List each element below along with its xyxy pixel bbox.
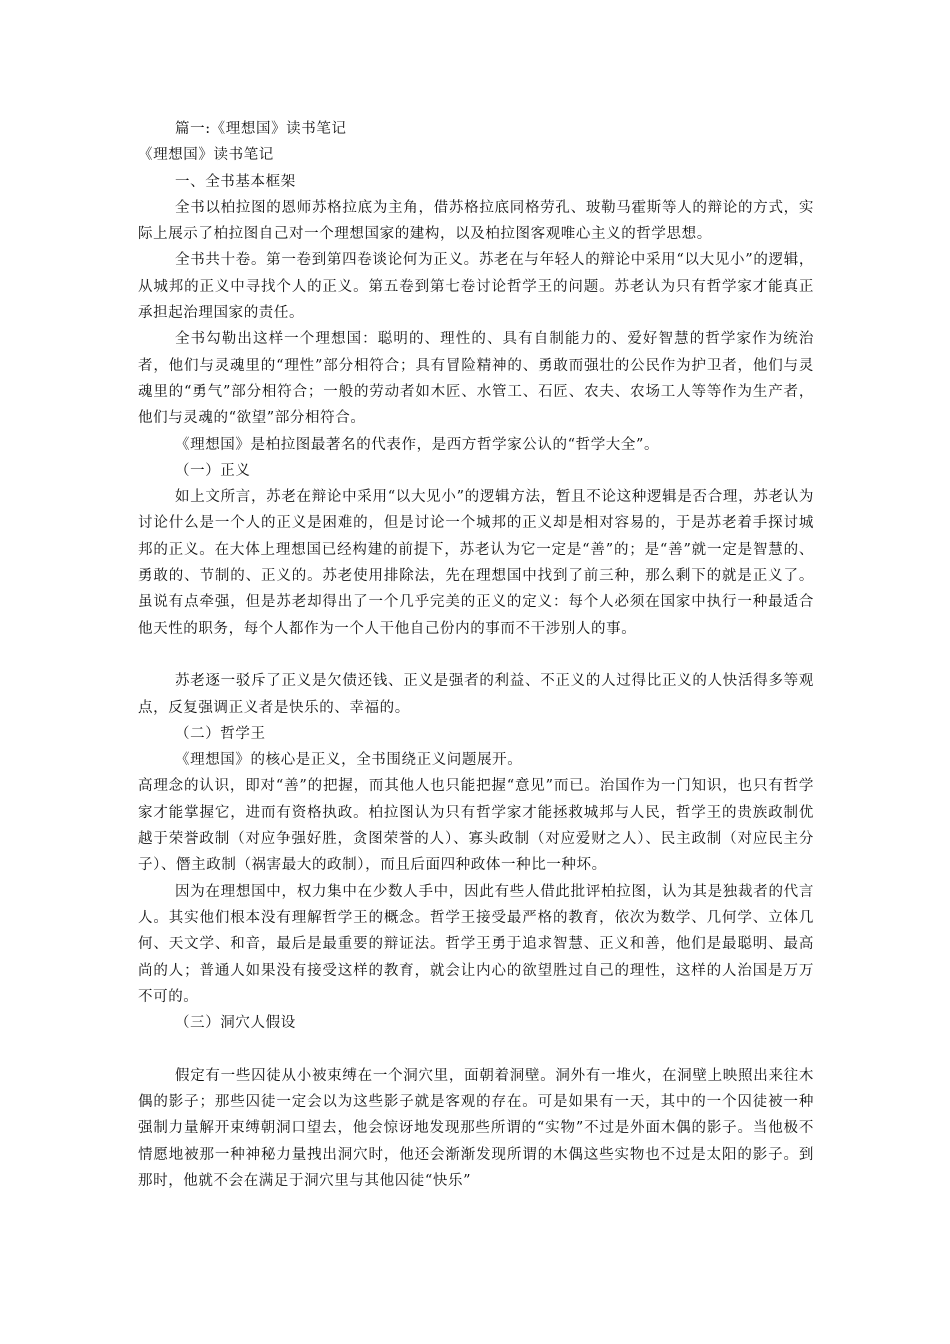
paragraph-9: 因为在理想国中，权力集中在少数人手中，因此有些人借此批评柏拉图，认为其是独裁者的代言人。其实他们根本没有理解哲学王的概念。哲学王接受最严格的教育，依次为数学、几何学、立体几何、天文学、和音，最后是最重要的辩证法。哲学王勇于追求智慧、正义和善，他们是最聪明、最高尚的人；普通人如果没有接受这样的教育，就会让内心的欲望胜过自己的理性，这样的人治国是万万不可的。 xyxy=(138,883,814,1005)
paragraph-10: 假定有一些囚徒从小被束缚在一个洞穴里，面朝着洞壁。洞外有一堆火，在洞壁上映照出来往木偶的影子；那些囚徒一定会以为这些影子就是客观的存在。可是如果有一天，其中的一个囚徒被一种强制力量解开束缚朝洞口望去，他会惊讶地发现那些所谓的“实物”不过是外面木偶的影子。当他极不情愿地被那一种神秘力量拽出洞穴时，他还会渐渐发现所谓的木偶这些实物也不过是太阳的影子。到那时，他就不会在满足于洞穴里与其他囚徒“快乐” xyxy=(138,1067,814,1189)
blank-line xyxy=(138,642,814,668)
paragraph-2: 全书共十卷。第一卷到第四卷谈论何为正义。苏老在与年轻人的辩论中采用“以大见小”的逻辑，从城邦的正义中寻找个人的正义。第五卷到第七卷讨论哲学王的问题。苏老认为只有哲学家才能真正承担起治理国家的责任。 xyxy=(138,252,814,322)
document-page xyxy=(138,116,814,1194)
header-title: 篇一:《理想国》读书笔记 xyxy=(175,121,347,137)
paragraph-6: 苏老逐一驳斥了正义是欠债还钱、正义是强者的利益、不正义的人过得比正义的人快活得多等观点，反复强调正义者是快乐的、幸福的。 xyxy=(138,673,814,716)
section-heading-framework: 一、全书基本框架 xyxy=(175,173,296,190)
subheading-cave: （三）洞穴人假设 xyxy=(175,1015,296,1032)
paragraph-7: 《理想国》的核心是正义，全书围绕正义问题展开。 xyxy=(175,752,523,769)
paragraph-1: 全书以柏拉图的恩师苏格拉底为主角，借苏格拉底同格劳孔、玻勒马霍斯等人的辩论的方式，实际上展示了柏拉图自己对一个理想国家的建构，以及柏拉图客观唯心主义的哲学思想。 xyxy=(138,199,814,243)
subheading-philosopher-king: （二）哲学王 xyxy=(175,725,266,742)
paragraph-5: 如上文所言，苏老在辩论中采用“以大见小”的逻辑方法，暂且不论这种逻辑是否合理，苏老认为讨论什么是一个人的正义是困难的，但是讨论一个城邦的正义却是相对容易的，于是苏老着手探讨城邦的正义。在大体上理想国已经构建的前提下，苏老认为它一定是“善”的；是“善”就一定是智慧的、勇敢的、节制的、正义的。苏老使用排除法，先在理想国中找到了前三种，那么剩下的就是正义了。虽说有点牵强，但是苏老却得出了一个几乎完美的正义的定义：每个人必须在国家中执行一种最适合他天性的职务，每个人都作为一个人干他自己份内的事而不干涉别人的事。 xyxy=(138,489,814,637)
paragraph-4: 《理想国》是柏拉图最著名的代表作，是西方哲学家公认的“哲学大全”。 xyxy=(175,436,660,453)
paragraph-3: 全书勾勒出这样一个理想国：聪明的、理性的、具有自制能力的、爱好智慧的哲学家作为统治者，他们与灵魂里的“理性”部分相符合；具有冒险精神的、勇敢而强壮的公民作为护卫者，他们与灵魂里的“勇气”部分相符合；一般的劳动者如木匠、水管工、石匠、农夫、农场工人等等作为生产者，他们与灵魂的“欲望”部分相符合。 xyxy=(138,331,814,427)
subheading-justice: （一）正义 xyxy=(175,462,251,479)
doc-title: 《理想国》读书笔记 xyxy=(138,147,274,164)
blank-line xyxy=(138,1036,814,1062)
paragraph-8: 高理念的认识，即对“善”的把握，而其他人也只能把握“意见”而已。治国作为一门知识，也只有哲学家才能掌握它，进而有资格执政。柏拉图认为只有哲学家才能拯救城邦与人民，哲学王的贵族政制优越于荣誉政制（对应争强好胜，贪图荣誉的人）、寡头政制（对应爱财之人）、民主政制（对应民主分子）、僭主政制（祸害最大的政制），而且后面四种政体一种比一种坏。 xyxy=(138,778,814,874)
